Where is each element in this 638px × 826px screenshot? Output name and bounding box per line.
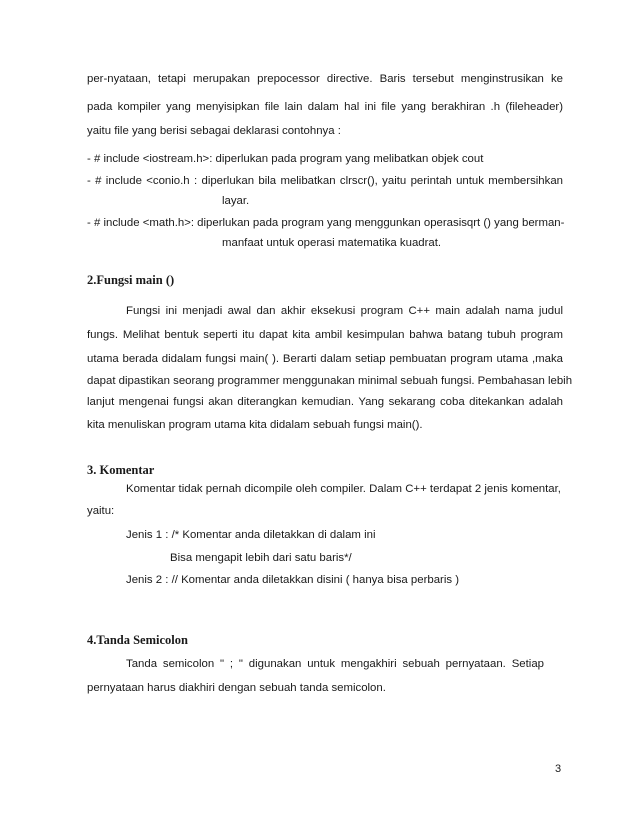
komentar-jenis-2: Jenis 2 : // Komentar anda diletakkan disini ( hanya bisa perbaris ) [126, 574, 460, 586]
include-math-cont: manfaat untuk operasi matematika kuadrat. [222, 237, 442, 249]
intro-line-2: pada kompiler yang menyisipkan file lain dalam hal ini file yang berakhiran .h (fileheader) [87, 101, 563, 113]
intro-line-3: yaitu file yang berisi sebagai deklarasi contohnya : [87, 125, 341, 137]
include-conio: - # include <conio.h : diperlukan bila melibatkan clrscr(), yaitu perintah untuk membersihkan [87, 175, 563, 187]
main-line-3: utama berada didalam fungsi main( ). Berarti dalam setiap pembuatan program utama ,maka [87, 353, 563, 365]
main-line-1: Fungsi ini menjadi awal dan akhir eksekusi program C++ main adalah nama judul [126, 305, 563, 317]
komentar-line-1: Komentar tidak pernah dicompile oleh compiler. Dalam C++ terdapat 2 jenis komentar, [126, 483, 561, 495]
main-line-4: dapat dipastikan seorang programmer menggunakan minimal sebuah fungsi. Pembahasan lebih [87, 375, 573, 387]
semicolon-line-2: pernyataan harus diakhiri dengan sebuah tanda semicolon. [87, 682, 386, 694]
include-conio-cont: layar. [222, 195, 250, 207]
main-line-5: lanjut mengenai fungsi akan diterangkan kemudian. Yang sekarang coba ditekankan adalah [87, 396, 563, 408]
include-math: - # include <math.h>: diperlukan pada program yang menggunkan operasisqrt () yang berman- [87, 217, 565, 229]
main-line-2: fungs. Melihat bentuk seperti itu dapat kita ambil kesimpulan bahwa batang tubuh program [87, 329, 563, 341]
heading-tanda-semicolon: 4.Tanda Semicolon [87, 633, 188, 647]
komentar-jenis-1: Jenis 1 : /* Komentar anda diletakkan di dalam ini [126, 529, 376, 541]
include-iostream: - # include <iostream.h>: diperlukan pada program yang melibatkan objek cout [87, 153, 484, 165]
komentar-jenis-1-cont: Bisa mengapit lebih dari satu baris*/ [170, 552, 352, 564]
heading-komentar: 3. Komentar [87, 463, 155, 477]
heading-fungsi-main: 2.Fungsi main () [87, 273, 175, 287]
main-line-6: kita menuliskan program utama kita didalam sebuah fungsi main(). [87, 419, 423, 431]
page-number: 3 [555, 763, 562, 775]
komentar-line-2: yaitu: [87, 505, 115, 517]
semicolon-line-1: Tanda semicolon " ; " digunakan untuk mengakhiri sebuah pernyataan. Setiap [126, 658, 544, 670]
intro-line-1: per-nyataan, tetapi merupakan prepocessor directive. Baris tersebut menginstrusikan ke [87, 73, 563, 85]
